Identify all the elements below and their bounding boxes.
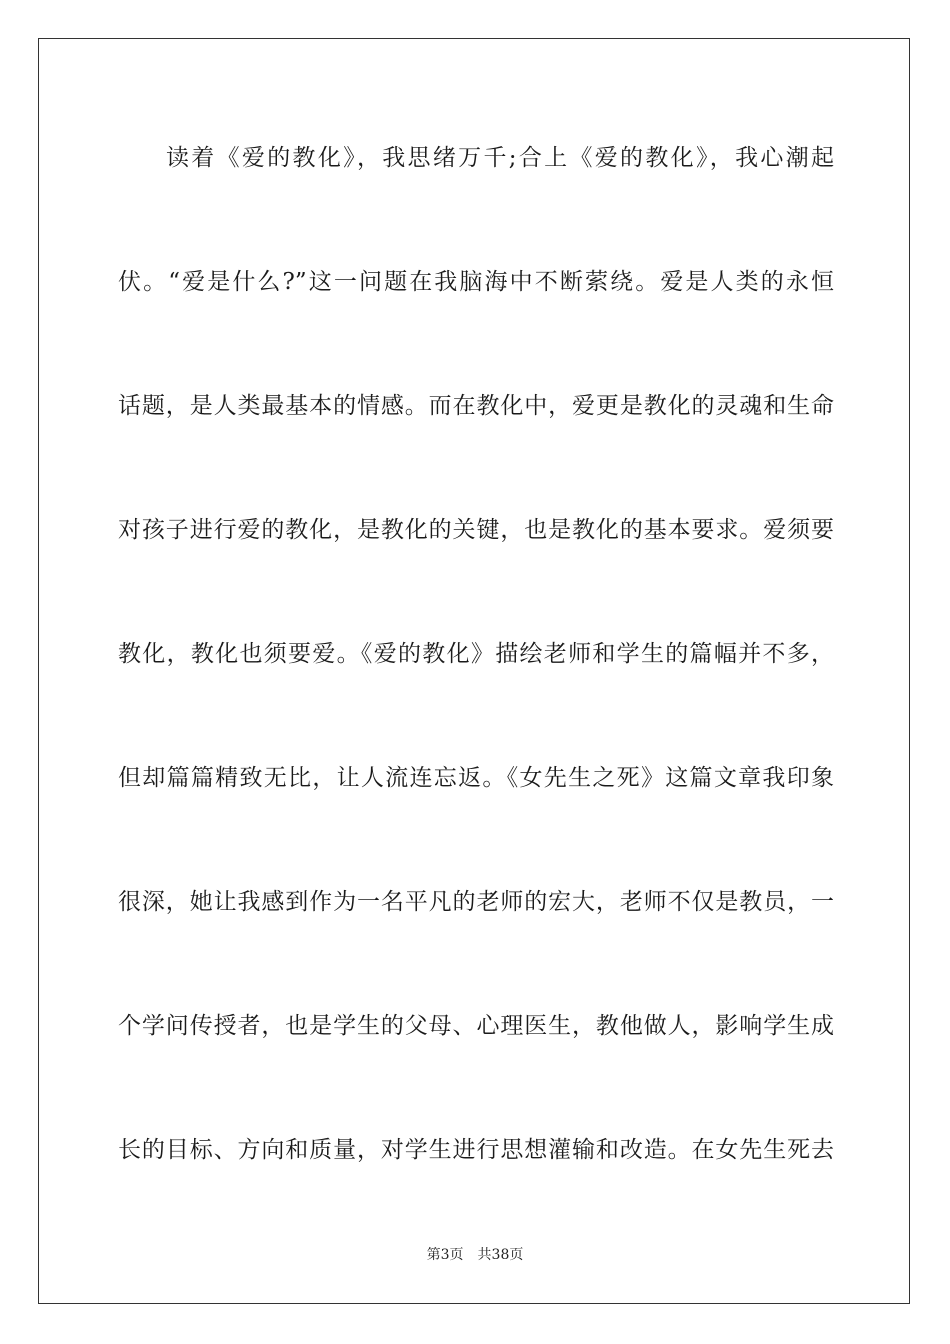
text-line: 但却篇篇精致无比，让人流连忘返。《女先生之死》这篇文章我印象 xyxy=(118,765,834,791)
text-line: 很深，她让我感到作为一名平凡的老师的宏大，老师不仅是教员，一 xyxy=(118,889,834,915)
text-line: 个学问传授者，也是学生的父母、心理医生，教他做人，影响学生成 xyxy=(118,1013,834,1039)
text-line: 教化，教化也须要爱。《爱的教化》描绘老师和学生的篇幅并不多， xyxy=(118,641,834,667)
page-footer xyxy=(0,1244,950,1264)
text-line: 伏。“爱是什么?”这一问题在我脑海中不断萦绕。爱是人类的永恒 xyxy=(118,269,834,295)
page-number: 第3页 xyxy=(426,1247,464,1263)
text-line: 对孩子进行爱的教化，是教化的关键，也是教化的基本要求。爱须要 xyxy=(118,517,834,543)
text-line: 读着《爱的教化》，我思绪万千;合上《爱的教化》，我心潮起 xyxy=(166,145,834,171)
text-line: 长的目标、方向和质量，对学生进行思想灌输和改造。在女先生死去 xyxy=(118,1137,834,1163)
total-pages: 共38页 xyxy=(477,1247,524,1263)
text-line: 话题，是人类最基本的情感。而在教化中，爱更是教化的灵魂和生命 xyxy=(118,393,834,419)
body-text xyxy=(118,127,834,1243)
